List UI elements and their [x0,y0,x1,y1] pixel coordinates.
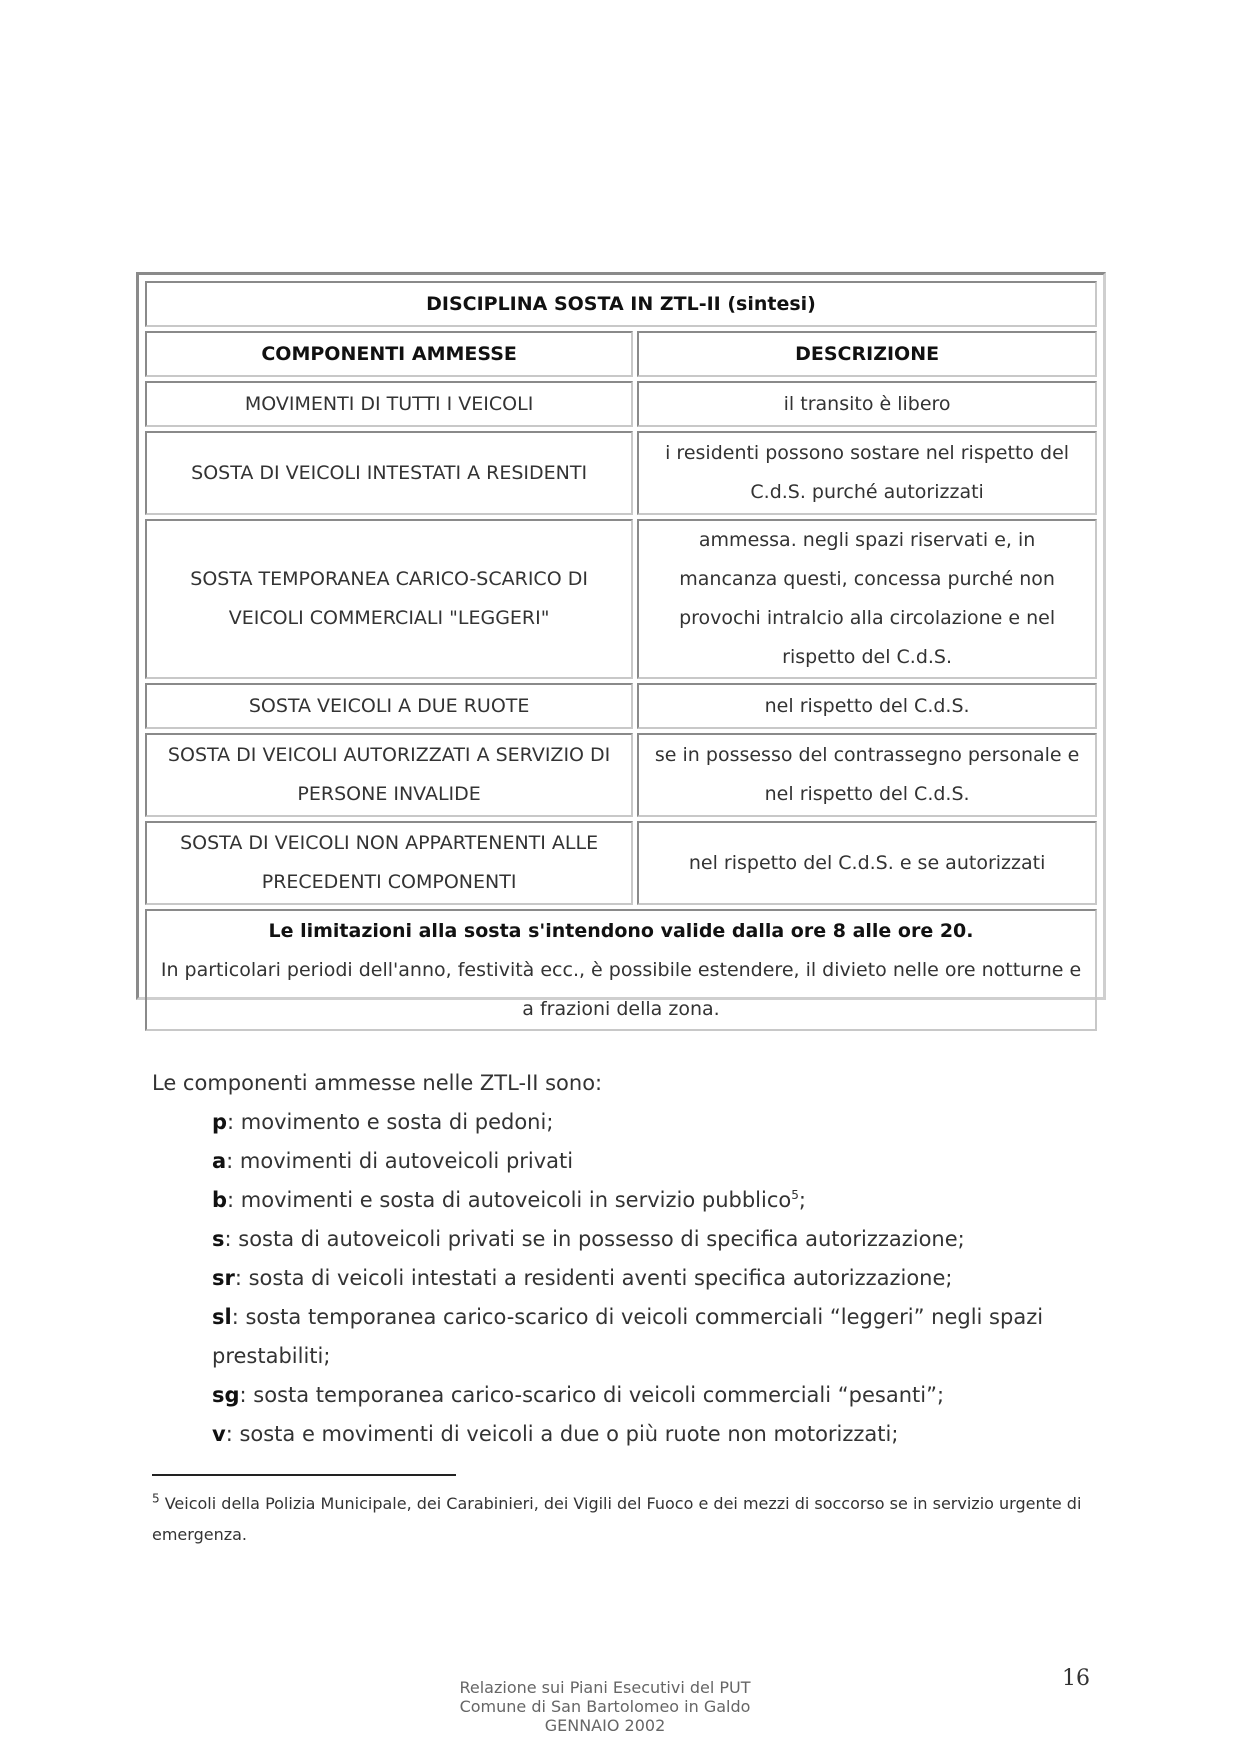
item-code: sg [212,1383,240,1407]
footnote-reference: 5 [791,1188,799,1202]
footnote [152,1488,1102,1550]
item-code: s [212,1227,225,1251]
table-row [145,683,1097,729]
parking-rules-table [136,272,1106,1020]
list-item [212,1103,1102,1142]
list-item [212,1142,1102,1181]
column-header-componenti: COMPONENTI AMMESSE [145,331,633,377]
table-row [145,431,1097,515]
list-item [212,1298,1102,1376]
cell-descrizione: nel rispetto del C.d.S. [637,683,1097,729]
footnote-mark: 5 [152,1491,160,1506]
item-text: : sosta di veicoli intestati a residenti aventi specifica autorizzazione; [234,1266,953,1290]
item-code: v [212,1422,226,1446]
item-code: p [212,1110,228,1134]
item-text-end: ; [798,1188,806,1212]
item-text: : movimenti di autoveicoli privati [226,1149,574,1173]
body-text [152,1064,1102,1454]
table-note-text: In particolari periodi dell'anno, festività ecc., è possibile estendere, il divieto nelle ore notturne e a frazioni della zona. [160,958,1082,1020]
table-row [145,519,1097,679]
footnote-text: Veicoli della Polizia Municipale, dei Carabinieri, dei Vigili del Fuoco e dei mezzi di soccorso se in servizio urgente di emergenza. [152,1494,1082,1544]
table-grid [141,277,1101,1035]
cell-descrizione: se in possesso del contrassegno personale e nel rispetto del C.d.S. [637,733,1097,817]
cell-componente: SOSTA DI VEICOLI INTESTATI A RESIDENTI [145,431,633,515]
item-code: sr [212,1266,235,1290]
item-text: : movimento e sosta di pedoni; [227,1110,554,1134]
table-row [145,821,1097,905]
item-code: sl [212,1305,232,1329]
item-text: : sosta temporanea carico-scarico di veicoli commerciali “pesanti”; [239,1383,945,1407]
table-row [145,733,1097,817]
cell-descrizione: ammessa. negli spazi riservati e, in mancanza questi, concessa purché non provochi intralcio alla circolazione e nel rispetto del C.d.S. [637,519,1097,679]
table-note [145,909,1097,1031]
list-item [212,1259,1102,1298]
footer-line: GENNAIO 2002 [544,1716,666,1735]
item-text: : movimenti e sosta di autoveicoli in servizio pubblico [227,1188,792,1212]
page-number: 16 [1062,1666,1090,1691]
cell-componente: SOSTA DI VEICOLI AUTORIZZATI A SERVIZIO DI PERSONE INVALIDE [145,733,633,817]
list-item [212,1376,1102,1415]
cell-descrizione: il transito è libero [637,381,1097,427]
item-code: a [212,1149,227,1173]
cell-descrizione: nel rispetto del C.d.S. e se autorizzati [637,821,1097,905]
page-footer [400,1678,810,1735]
column-header-descrizione: DESCRIZIONE [637,331,1097,377]
table-row [145,381,1097,427]
list-item [212,1220,1102,1259]
table-title: DISCIPLINA SOSTA IN ZTL-II (sintesi) [145,281,1097,327]
cell-componente: SOSTA DI VEICOLI NON APPARTENENTI ALLE PRECEDENTI COMPONENTI [145,821,633,905]
item-text: : sosta e movimenti di veicoli a due o più ruote non motorizzati; [225,1422,899,1446]
cell-componente: SOSTA VEICOLI A DUE RUOTE [145,683,633,729]
item-text: : sosta temporanea carico-scarico di veicoli commerciali “leggeri” negli spazi prestabiliti; [212,1305,1044,1368]
cell-componente: MOVIMENTI DI TUTTI I VEICOLI [145,381,633,427]
list-item [212,1181,1102,1220]
intro-paragraph: Le componenti ammesse nelle ZTL-II sono: [152,1071,603,1095]
item-text: : sosta di autoveicoli privati se in possesso di specifica autorizzazione; [224,1227,965,1251]
footnote-separator [152,1474,456,1476]
list-item [212,1415,1102,1454]
footer-line: Relazione sui Piani Esecutivi del PUT [459,1678,751,1697]
footer-line: Comune di San Bartolomeo in Galdo [459,1697,751,1716]
cell-componente: SOSTA TEMPORANEA CARICO-SCARICO DI VEICOLI COMMERCIALI "LEGGERI" [145,519,633,679]
component-list [152,1103,1102,1454]
cell-descrizione: i residenti possono sostare nel rispetto del C.d.S. purché autorizzati [637,431,1097,515]
item-code: b [212,1188,228,1212]
table-note-bold: Le limitazioni alla sosta s'intendono valide dalla ore 8 alle ore 20. [268,919,974,942]
